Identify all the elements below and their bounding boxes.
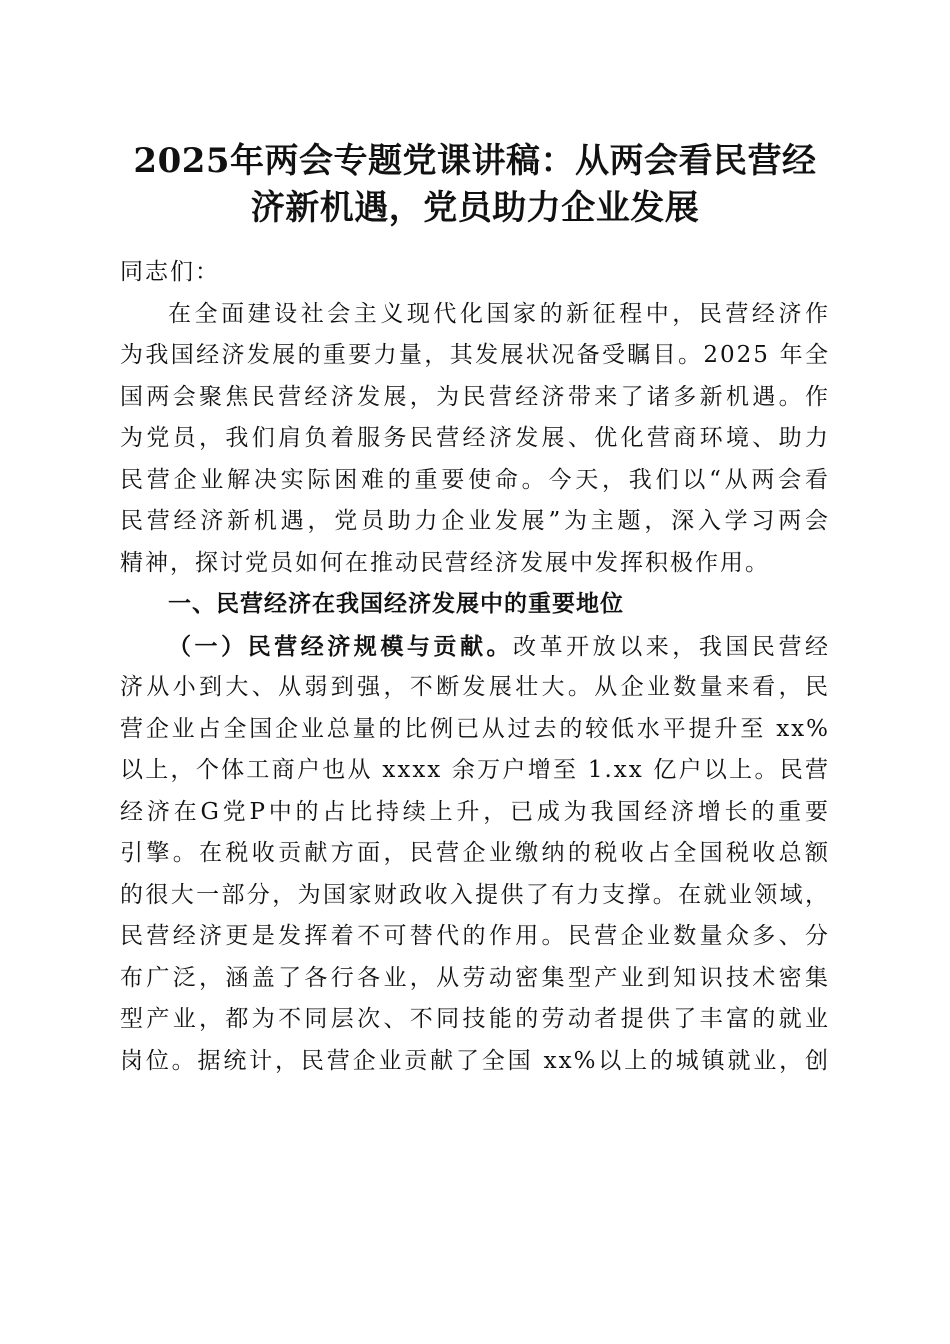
document-title: [118, 138, 832, 232]
intro-line: 为我国经济发展的重要力量，其发展状况备受瞩目。2025 年全: [120, 342, 830, 368]
paragraph-line: 经济在G党P中的占比持续上升，已成为我国经济增长的重要: [120, 798, 830, 825]
subsection-first-text: 改革开放以来，我国民营经: [513, 633, 831, 660]
paragraph-line: 以上，个体工商户也从 xxxx 余万户增至 1.xx 亿户以上。民营: [120, 757, 830, 783]
paragraph-line: 营企业占全国企业总量的比例已从过去的较低水平提升至 xx%: [120, 715, 830, 742]
intro-line: 国两会聚焦民营经济发展，为民营经济带来了诸多新机遇。作: [120, 383, 830, 410]
title-line-1: 2025年两会专题党课讲稿：从两会看民营经: [133, 141, 817, 181]
intro-line: 为党员，我们肩负着服务民营经济发展、优化营商环境、助力: [120, 425, 830, 451]
paragraph-line: 民营经济更是发挥着不可替代的作用。民营企业数量众多、分: [120, 923, 830, 949]
paragraph-line: 型产业，都为不同层次、不同技能的劳动者提供了丰富的就业: [120, 1006, 830, 1032]
paragraph-line: 布广泛，涵盖了各行各业，从劳动密集型产业到知识技术密集: [120, 964, 830, 991]
intro-line: 民营经济新机遇，党员助力企业发展”为主题，深入学习两会: [120, 508, 830, 534]
paragraph-line: 岗位。据统计，民营企业贡献了全国 xx%以上的城镇就业，创: [120, 1047, 830, 1074]
paragraph-line: 引擎。在税收贡献方面，民营企业缴纳的税收占全国税收总额: [120, 840, 830, 866]
paragraph-line: 济从小到大、从弱到强，不断发展壮大。从企业数量来看，民: [120, 674, 830, 700]
title-line-2: 济新机遇，党员助力企业发展: [250, 188, 700, 228]
paragraph-line: 的很大一部分，为国家财政收入提供了有力支撑。在就业领域，: [120, 881, 830, 908]
document-body: [120, 252, 830, 1082]
intro-line: 精神，探讨党员如何在推动民营经济发展中发挥积极作用。: [120, 549, 770, 576]
subsection-first-line: [120, 626, 830, 668]
intro-line: 在全面建设社会主义现代化国家的新征程中，民营经济作: [168, 300, 830, 327]
intro-line: 民营企业解决实际困难的重要使命。今天，我们以“从两会看: [120, 466, 830, 493]
subsection-label: （一）民营经济规模与贡献。: [168, 632, 514, 660]
section-heading: 一、民营经济在我国经济发展中的重要地位: [168, 591, 624, 617]
salutation: 同志们：: [120, 259, 220, 285]
